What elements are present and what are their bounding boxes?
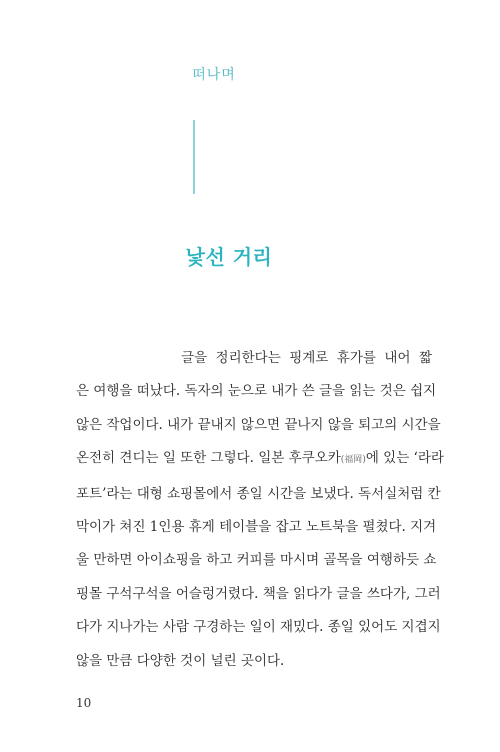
paragraph-line: 울 만하면 아이쇼핑을 하고 커피를 마시며 골목을 여행하듯 쇼 <box>76 552 437 569</box>
paragraph-line: 글을 정리한다는 핑계로 휴가를 내어 짧 <box>181 350 432 366</box>
paragraph-line: 않은 작업이다. 내가 끝내지 않으면 끝나지 않을 퇴고의 시간을 <box>76 416 441 433</box>
paragraph-line: 다가 지나가는 사람 구경하는 일이 재밌다. 종일 있어도 지겹지 <box>76 619 441 636</box>
paragraph-line: 은 여행을 떠났다. 독자의 눈으로 내가 쓴 글을 읽는 것은 쉽지 <box>76 383 437 400</box>
paragraph-line: 막이가 쳐진 1인용 휴게 테이블을 잡고 노트북을 펼쳤다. 지겨 <box>76 519 437 536</box>
paragraph-line-segment: 에 있는 ‘라라 <box>365 450 444 467</box>
section-label: 떠나며 <box>192 67 236 83</box>
fukuoka-kanji-annotation: (福岡) <box>340 455 366 466</box>
body-paragraph <box>76 342 444 678</box>
paragraph-line: 포트’라는 대형 쇼핑몰에서 종일 시간을 보냈다. 독서실처럼 칸 <box>76 485 441 502</box>
paragraph-line: 핑몰 구석구석을 어슬렁거렸다. 책을 읽다가 글을 쓰다가, 그러 <box>76 585 441 602</box>
paragraph-line: 않을 만큼 다양한 것이 널린 곳이다. <box>76 652 285 669</box>
paragraph-line <box>76 442 444 477</box>
paragraph-line-segment: 온전히 견디는 일 또한 그렇다. 일본 후쿠오카 <box>76 450 341 467</box>
vertical-divider <box>193 120 195 194</box>
chapter-title: 낯선 거리 <box>185 245 273 269</box>
page-number: 10 <box>76 696 92 710</box>
